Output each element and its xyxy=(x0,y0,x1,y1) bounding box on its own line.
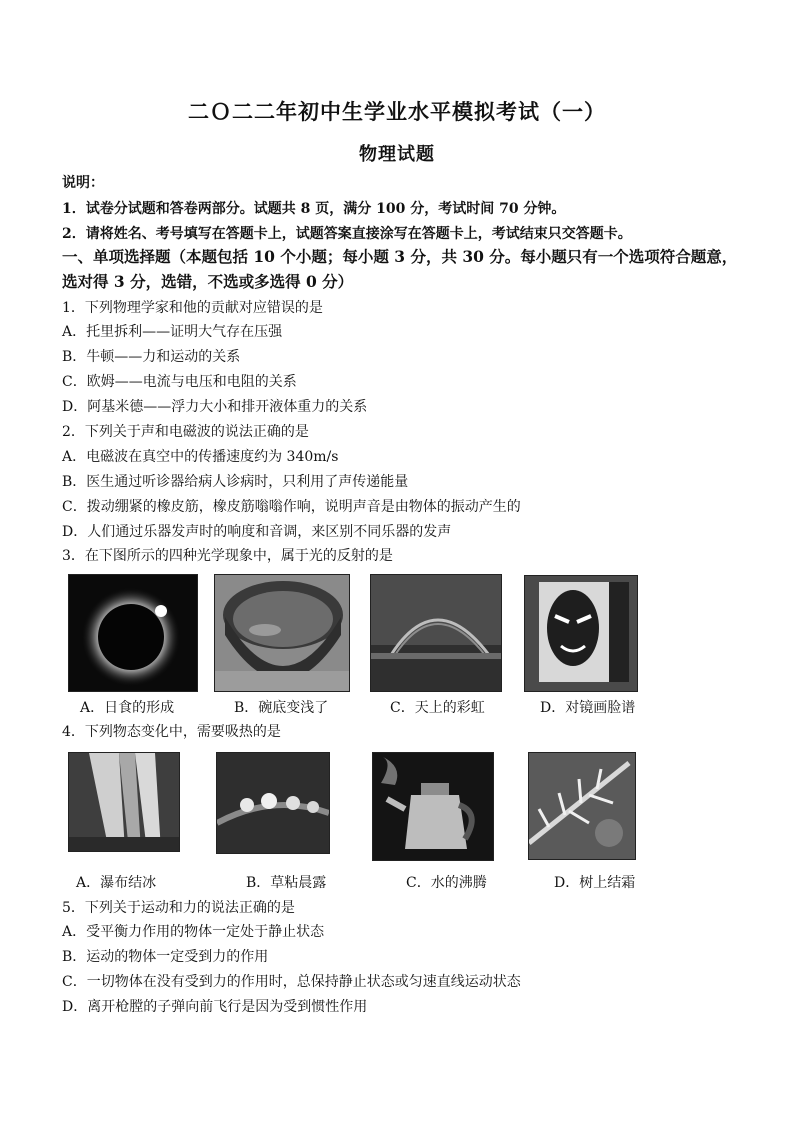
q5-option-b: B．运动的物体一定受到力的作用 xyxy=(62,949,269,965)
q1-option-c: C．欧姆——电流与电压和电阻的关系 xyxy=(62,374,297,390)
q4-caption-b: B．草粘晨露 xyxy=(246,875,327,891)
section1-heading-line2: 选对得 3 分，选错，不选或多选得 0 分） xyxy=(62,272,354,291)
q4-photo-boiling-kettle xyxy=(372,752,494,861)
q1-option-d: D．阿基米德——浮力大小和排开液体重力的关系 xyxy=(62,399,368,415)
q1-stem: 1．下列物理学家和他的贡献对应错误的是 xyxy=(62,300,323,316)
q5-option-c: C．一切物体在没有受到力的作用时，总保持静止状态或匀速直线运动状态 xyxy=(62,974,521,990)
q1-option-b: B．牛顿——力和运动的关系 xyxy=(62,349,241,365)
q2-option-a: A．电磁波在真空中的传播速度约为 340m/s xyxy=(62,449,339,465)
q3-stem: 3．在下图所示的四种光学现象中，属于光的反射的是 xyxy=(62,548,393,564)
q4-caption-d: D．树上结霜 xyxy=(554,875,636,891)
q5-option-d: D．离开枪膛的子弹向前飞行是因为受到惯性作用 xyxy=(62,999,368,1015)
q2-option-b: B．医生通过听诊器给病人诊病时，只利用了声传递能量 xyxy=(62,474,409,490)
q5-stem: 5．下列关于运动和力的说法正确的是 xyxy=(62,900,295,916)
q4-photo-frost xyxy=(528,752,636,860)
q4-photo-frozen-waterfall xyxy=(68,752,180,852)
q2-stem: 2．下列关于声和电磁波的说法正确的是 xyxy=(62,424,309,440)
q2-option-d: D．人们通过乐器发声时的响度和音调，来区别不同乐器的发声 xyxy=(62,524,452,540)
q2-option-c: C．拨动绷紧的橡皮筋，橡皮筋嗡嗡作响，说明声音是由物体的振动产生的 xyxy=(62,499,521,515)
q3-photo-mirror-mask xyxy=(524,575,638,692)
q1-option-a: A．托里拆利——证明大气存在压强 xyxy=(62,324,283,340)
q3-caption-d: D．对镜画脸谱 xyxy=(540,700,636,716)
q3-photo-bowl xyxy=(214,574,350,692)
q3-photo-eclipse xyxy=(68,574,198,692)
q4-caption-c: C．水的沸腾 xyxy=(406,875,487,891)
notes-heading: 说明： xyxy=(62,175,104,191)
q3-caption-c: C．天上的彩虹 xyxy=(390,700,485,716)
q5-option-a: A．受平衡力作用的物体一定处于静止状态 xyxy=(62,924,325,940)
section1-heading-line1: 一、单项选择题（本题包括 10 个小题；每小题 3 分，共 30 分。每小题只有一个选项符合题意， xyxy=(62,247,738,266)
q4-stem: 4．下列物态变化中，需要吸热的是 xyxy=(62,724,281,740)
q3-photo-rainbow xyxy=(370,574,502,692)
q3-caption-b: B．碗底变浅了 xyxy=(234,700,329,716)
notes-item-1: 1．试卷分试题和答卷两部分。试题共 8 页，满分 100 分，考试时间 70 分钟。 xyxy=(62,201,566,217)
exam-title: 二Ｏ二二年初中生学业水平模拟考试（一） xyxy=(188,99,606,124)
q4-caption-a: A．瀑布结冰 xyxy=(76,875,157,891)
exam-subtitle: 物理试题 xyxy=(359,144,435,165)
q4-photo-dew xyxy=(216,752,330,854)
notes-item-2: 2．请将姓名、考号填写在答题卡上，试题答案直接涂写在答题卡上，考试结束只交答题卡。 xyxy=(62,226,632,242)
q3-caption-a: A．日食的形成 xyxy=(80,700,175,716)
